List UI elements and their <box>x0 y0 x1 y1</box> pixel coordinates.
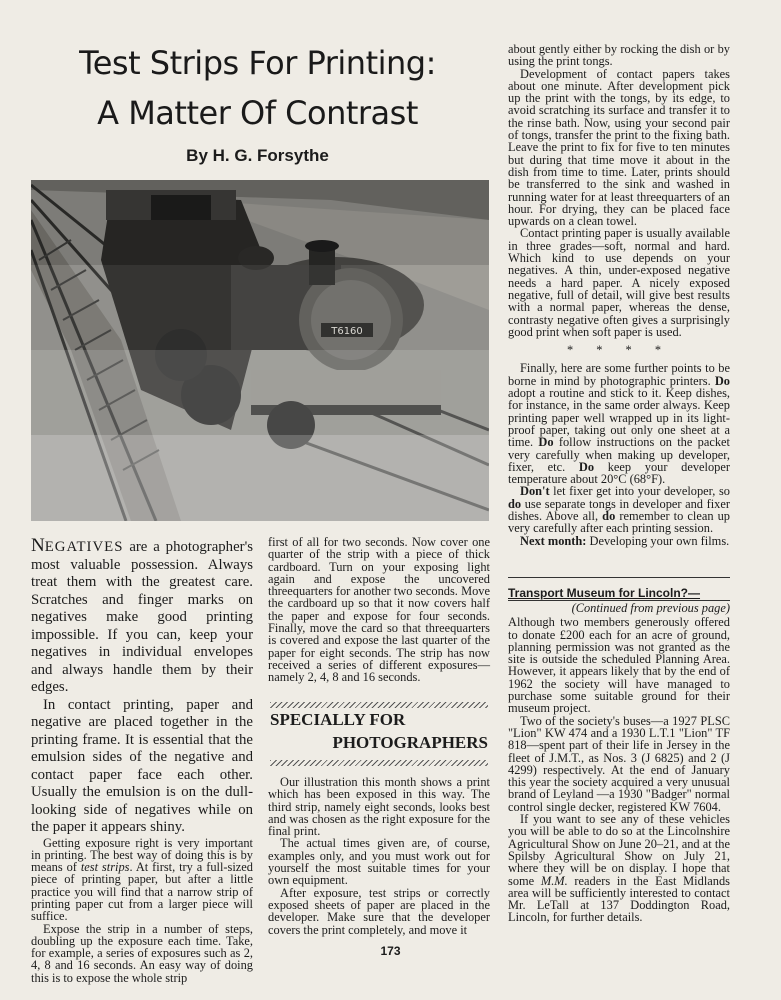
page-number: 173 <box>380 944 401 958</box>
locomotive-photo <box>31 180 489 521</box>
next-month-note: Next month: Developing your own films. <box>520 533 730 548</box>
emphasis: test strips <box>80 860 130 875</box>
paragraph: Expose the strip in a number of steps, doubling up the exposure each time. Take, for example, a series of exposures such as 2, 4, 8 and 16 seconds. An easy way of doing this is to expose the whole strip <box>31 921 253 985</box>
paragraph: Don't let fixer get into your developer, so do use separate tongs in developer and fixer dishes. Above all, do remember to clean up very carefully after each printing session. <box>508 484 730 536</box>
decorative-rule <box>270 760 488 766</box>
column-middle-top <box>268 536 490 684</box>
paragraph: Finally, here are some further points to be borne in mind by photographic printers. Do adopt a routine and stick to it. Keep dishes, for instance, in the same order always. Keep printing paper well wrapped up in its light-proof paper, taking out only one sheet at a time. Do follow instructions on the packet very carefully when making up developer, fixer, etc. Do keep your developer temperature about 20°C (68°F). <box>508 361 730 487</box>
lead-text: are a photographer's most valuable possession. Always treat them with the greatest care. Scratches and finger marks on negatives make good printing impossible. If you can, keep your negatives in individual envelopes and always handle them by their edges. <box>31 539 253 695</box>
paragraph: Getting exposure right is very important in printing. The best way of doing this is by means of test strips. At first, try a full-sized piece of printing paper, but after a little practice you will find that a narrow strip of printing paper cut from a larger piece will suffice. <box>31 835 253 924</box>
sidebar-rule <box>508 577 730 578</box>
smokebox-number: T6160 <box>331 326 363 337</box>
paragraph: After exposure, test strips or correctly exposed sheets of paper are placed in the developer. Make sure that the developer covers the print completely, and move it <box>268 885 490 937</box>
paragraph: The actual times given are, of course, examples only, and you must work out for yourself the most suitable times for your own equipment. <box>268 836 490 888</box>
lead-caps: EGATIVES <box>44 539 124 555</box>
paragraph: Our illustration this month shows a print which has been exposed in this way. The third strip, namely eight seconds, looks best and was chosen as the right exposure for the final print. <box>268 775 490 839</box>
continued-note: (Continued from previous page) <box>571 601 730 615</box>
sidebar-heading: Transport Museum for Lincoln?— <box>508 586 701 600</box>
subhead-line-1: SPECIALLY FOR <box>270 710 406 729</box>
paragraph: In contact printing, paper and negative are placed together in the printing frame. It is essential that the emulsion sides of the negative and contact paper face each other. Usually the emulsion is on the dull-looking side of negatives while on the paper it appears shiny. <box>31 696 253 835</box>
column-middle-bottom <box>268 776 490 936</box>
decorative-rule <box>270 702 488 708</box>
title-line-1: Test Strips For Printing: <box>79 44 436 82</box>
paragraph: about gently either by rocking the dish or by using the print tongs. <box>508 42 730 69</box>
column-left <box>31 537 253 984</box>
paragraph: first of all for two seconds. Now cover one quarter of the strip with a piece of thick cardboard. Turn on your exposing light again and expose the uncovered threequarters for another two seconds. Move the cardboard up so that it now covers half the paper and expose for four seconds. Finally, move the card so that threequarters is covered and expose the last quarter of the paper for eight seconds. The strip has now received a series of different exposures—namely 2, 4, 8 and 16 seconds. <box>268 535 490 685</box>
title-line-2: A Matter Of Contrast <box>97 94 418 132</box>
paragraph: If you want to see any of these vehicles you will be able to do so at the Lincolnshire Agricultural Show on June 20–21, and at the Spilsby Agricultural Show on July 21, where they will be on display. I hope that some M.M. readers in the East Midlands area will be sufficiently interested to contact Mr. LeTall at 137 Doddington Road, Lincoln, for further details. <box>508 812 730 925</box>
paragraph: Contact printing paper is usually available in three grades—soft, normal and hard. Which kind to use depends on your negatives. A thin, under-exposed negative needs a hard paper. A nicely exposed negative, full of detail, will give best results with a normal paper, whereas the dense, contrasty negative often gives a surprisingly good print when soft paper is used. <box>508 226 730 339</box>
drop-cap: N <box>31 535 45 556</box>
subhead-line-2: PHOTOGRAPHERS <box>332 733 488 752</box>
lead-paragraph <box>31 537 253 697</box>
article-title <box>30 38 485 138</box>
section-break: * * * * <box>566 343 672 358</box>
byline: By H. G. Forsythe <box>186 146 329 165</box>
paragraph: Two of the society's buses—a 1927 PLSC "Lion" KW 474 and a 1930 L.T.1 "Lion" TF 818—spent part of their life in Jersey in the fleet of J.M.T., as Nos. 3 (J 6825) and 2 (J 4299) respectively. At the end of January this year the society acquired a very unusual brand of Leyland —a 1930 "Badger" normal control single decker, registered KW 7604. <box>508 713 730 814</box>
paragraph: Although two members generously offered to donate £200 each for an acre of ground, planning permission was not granted as the site is outside the scheduled Planning Area. However, it appears likely that by the end of 1962 the society will have managed to purchase some suitable ground for their museum project. <box>508 615 730 716</box>
paragraph: Development of contact papers takes about one minute. After development pick up the print with the tongs, by its edge, to avoid scratching its surface and transfer it to the rinse bath. Now, using your second pair of tongs, transfer the print to the fixing bath. Leave the print to fix for five to ten minutes but during that time move it about in the dish from time to time. Later, prints should be transferred to the sink and washed in running water for at least threequarters of an hour. For drying, they can be placed face upwards on a clean towel. <box>508 66 730 229</box>
sidebar-body <box>508 602 730 924</box>
column-right-top <box>508 43 730 547</box>
